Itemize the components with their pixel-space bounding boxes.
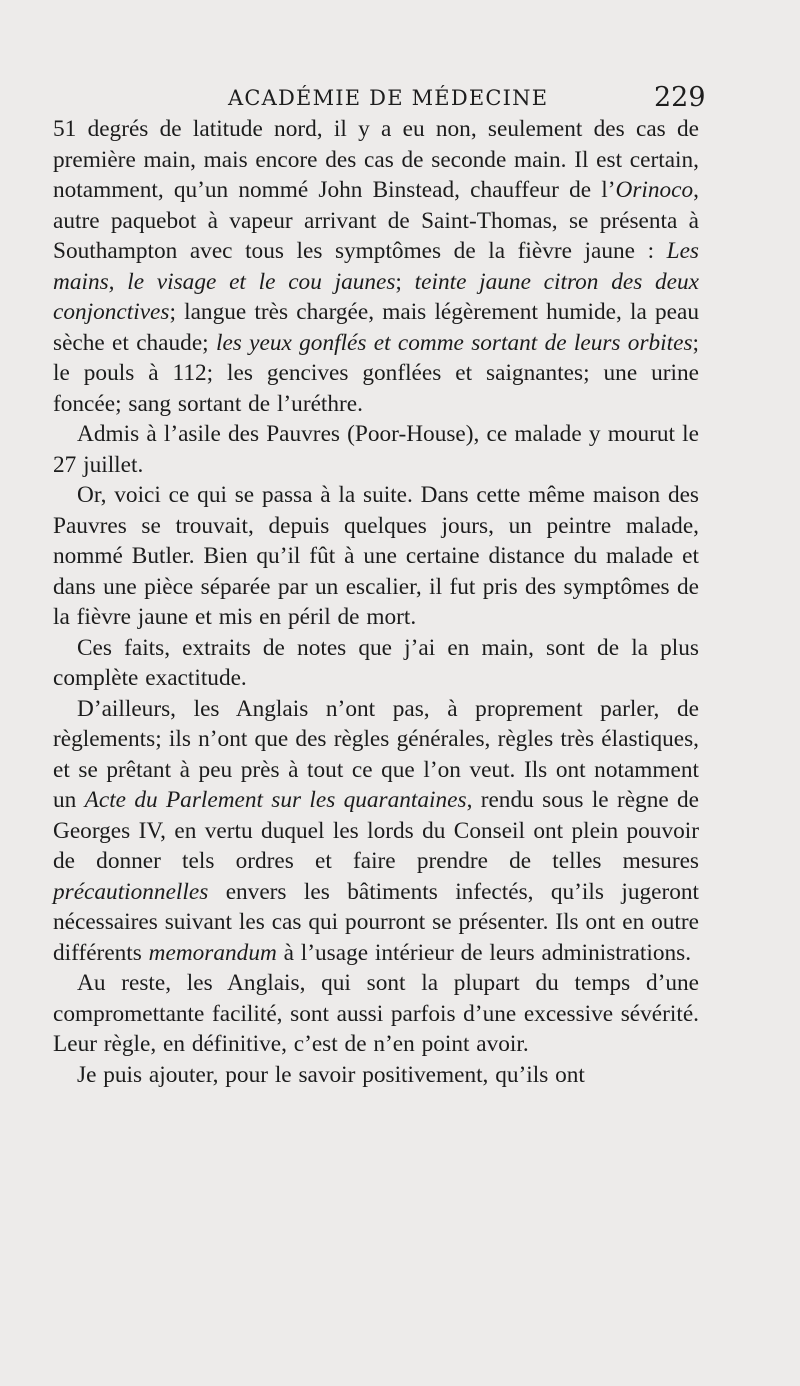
page-number: 229	[654, 82, 706, 113]
paragraph-p7	[53, 1060, 699, 1091]
italic-text: précautionnelles	[53, 878, 209, 905]
paragraph-p1	[53, 114, 699, 419]
paragraph-p2	[53, 419, 699, 480]
text-run: ; langue très chargée, mais légèrement humide, la peau sèche et chaude;	[53, 299, 699, 356]
body-text	[53, 114, 699, 1090]
text-run: ;	[395, 268, 415, 295]
paragraph-p3	[53, 480, 699, 633]
text-run: Au reste, les Anglais, qui sont la plupart du temps d’une compromettante facilité, sont aussi parfois d’une excessive sévérité. Leur règle, en définitive, c’est de n’en point avoir.	[53, 970, 699, 1057]
text-run: Ces faits, extraits de notes que j’ai en main, sont de la plus complète exactitude.	[53, 634, 699, 691]
italic-text: Orinoco	[615, 177, 694, 203]
italic-text: les yeux gonflés et comme sortant de leurs orbites	[215, 329, 693, 356]
text-run: à l’usage intérieur de leurs administrations.	[276, 939, 692, 966]
text-run: 51 degrés de latitude nord, il y a eu non, seulement des cas de première main, mais encore des cas de seconde main. Il est certain, notamment, qu’un nommé John Binstead, chauffeur de l’	[53, 116, 699, 203]
text-run: ; le pouls à 112; les gencives gonflées et saignantes; une urine foncée; sang sortant de l’uréthre.	[53, 329, 699, 417]
text-run: , rendu sous le règne de Georges IV, en vertu duquel les lords du Conseil ont plein pouvoir de donner tels ordres et faire prendre de telles mesures	[53, 787, 699, 874]
italic-text: teinte jaune citron des deux conjonctives	[53, 268, 699, 325]
running-title: ACADÉMIE DE MÉDECINE	[228, 86, 549, 110]
text-run: Je puis ajouter, pour le savoir positivement, qu’ils ont	[77, 1061, 585, 1088]
paragraph-p5	[53, 694, 699, 969]
text-run: envers les bâtiments infectés, qu’ils jugeront nécessaires suivant les cas qui pourront se présenter. Ils ont en outre différents	[53, 878, 699, 966]
text-run: Or, voici ce qui se passa à la suite. Dans cette même maison des Pauvres se trouvait, depuis quelques jours, un peintre malade, nommé Butler. Bien qu’il fût à une certaine distance du malade et dans une pièce séparée par un escalier, il fut pris des symptômes de la fièvre jaune et mis en péril de mort.	[53, 482, 699, 630]
text-run: , autre paquebot à vapeur arrivant de Saint-Thomas, se présenta à Southampton avec tous les symptômes de la fièvre jaune :	[53, 177, 699, 264]
italic-text: memorandum	[148, 939, 277, 966]
italic-text: Les mains, le visage et le cou jaunes	[53, 238, 699, 295]
paragraph-p6	[53, 968, 699, 1060]
text-run: Admis à l’asile des Pauvres (Poor-House), ce malade y mourut le 27 juillet.	[53, 421, 699, 478]
page-header	[0, 80, 800, 116]
text-run: D’ailleurs, les Anglais n’ont pas, à proprement parler, de règlements; ils n’ont que des règles générales, règles très élastiques, et se prêtant à peu près à tout ce que l’on veut. Ils ont notamment un	[53, 695, 699, 813]
italic-text: Acte du Parlement sur les quarantaines	[84, 787, 467, 813]
paragraph-p4	[53, 633, 699, 694]
